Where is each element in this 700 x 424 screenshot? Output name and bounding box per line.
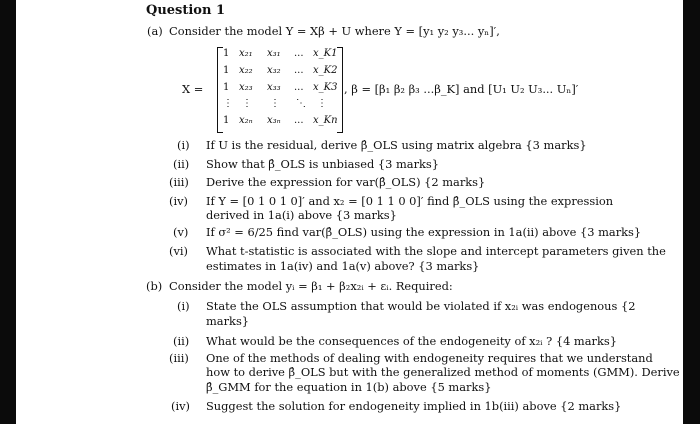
- item-text: If U is the residual, derive β̂_OLS using matrix algebra {3 marks}: [206, 138, 587, 152]
- item-text-continued: estimates in 1a(iv) and 1a(v) above? {3 marks}: [206, 259, 480, 273]
- item-text: Derive the expression for var(β̂_OLS) {2 marks}: [206, 175, 486, 189]
- item-text-continued: marks}: [206, 314, 250, 328]
- item-text-continued: how to derive β̂_OLS but with the generalized method of moments (GMM). Derive: [206, 365, 680, 379]
- left-black-border: [0, 0, 16, 424]
- item-number: (ii): [173, 334, 190, 348]
- question-heading: Question 1: [146, 3, 226, 18]
- item-number: (v): [173, 225, 189, 239]
- right-black-border: [683, 0, 700, 424]
- item-text: If Y = [0 1 0 1 0]′ and x₂ = [0 1 1 0 0]′ find β̂_OLS using the expression: [206, 194, 614, 208]
- part-a-label: (a): [147, 24, 163, 38]
- item-number: (vi): [169, 244, 188, 258]
- item-number: (iii): [169, 351, 189, 365]
- document-page: [16, 0, 683, 424]
- item-number: (iii): [169, 175, 189, 189]
- matrix-right-bracket: [337, 47, 343, 133]
- item-number: (iv): [171, 399, 190, 413]
- item-text-continued: β̂_GMM for the equation in 1(b) above {5 marks}: [206, 380, 492, 394]
- item-number: (ii): [173, 157, 190, 171]
- item-number: (iv): [169, 194, 188, 208]
- item-number: (i): [177, 299, 190, 313]
- item-text: One of the methods of dealing with endogeneity requires that we understand: [206, 351, 653, 365]
- item-text: Suggest the solution for endogeneity implied in 1b(iii) above {2 marks}: [206, 399, 622, 413]
- part-b-intro: Consider the model yᵢ = β₁ + β₂x₂ᵢ + εᵢ. Required:: [169, 279, 453, 293]
- item-text: Show that β̂_OLS is unbiased {3 marks}: [206, 157, 440, 171]
- matrix-x-label: X =: [182, 82, 204, 96]
- beta-definition: , β = [β₁ β₂ β₃ ...β_K] and [U₁ U₂ U₃... Uₙ]′: [344, 82, 579, 96]
- item-text-continued: derived in 1a(i) above {3 marks}: [206, 208, 397, 222]
- design-matrix-x: 1 x₂₁ x₃₁ ... x_K1 1 x₂₂ x₃₂ ... x_K2 1 x₂₃ x₃₃ ... x_K3 ⋮ ⋮ ⋮ ⋱ ⋮ 1 x₂ₙ x₃ₙ ... x_Kn: [217, 47, 343, 131]
- part-b-label: (b): [146, 279, 163, 293]
- item-number: (i): [177, 138, 190, 152]
- item-text: If σ² = 6/25 find var(β̂_OLS) using the expression in 1a(ii) above {3 marks}: [206, 225, 642, 239]
- item-text: State the OLS assumption that would be violated if x₂ᵢ was endogenous {2: [206, 299, 636, 313]
- item-text: What t-statistic is associated with the slope and intercept parameters given the: [206, 244, 666, 258]
- part-a-intro: Consider the model Y = Xβ + U where Y = [y₁ y₂ y₃... yₙ]′,: [169, 24, 500, 38]
- item-text: What would be the consequences of the endogeneity of x₂ᵢ ? {4 marks}: [206, 334, 617, 348]
